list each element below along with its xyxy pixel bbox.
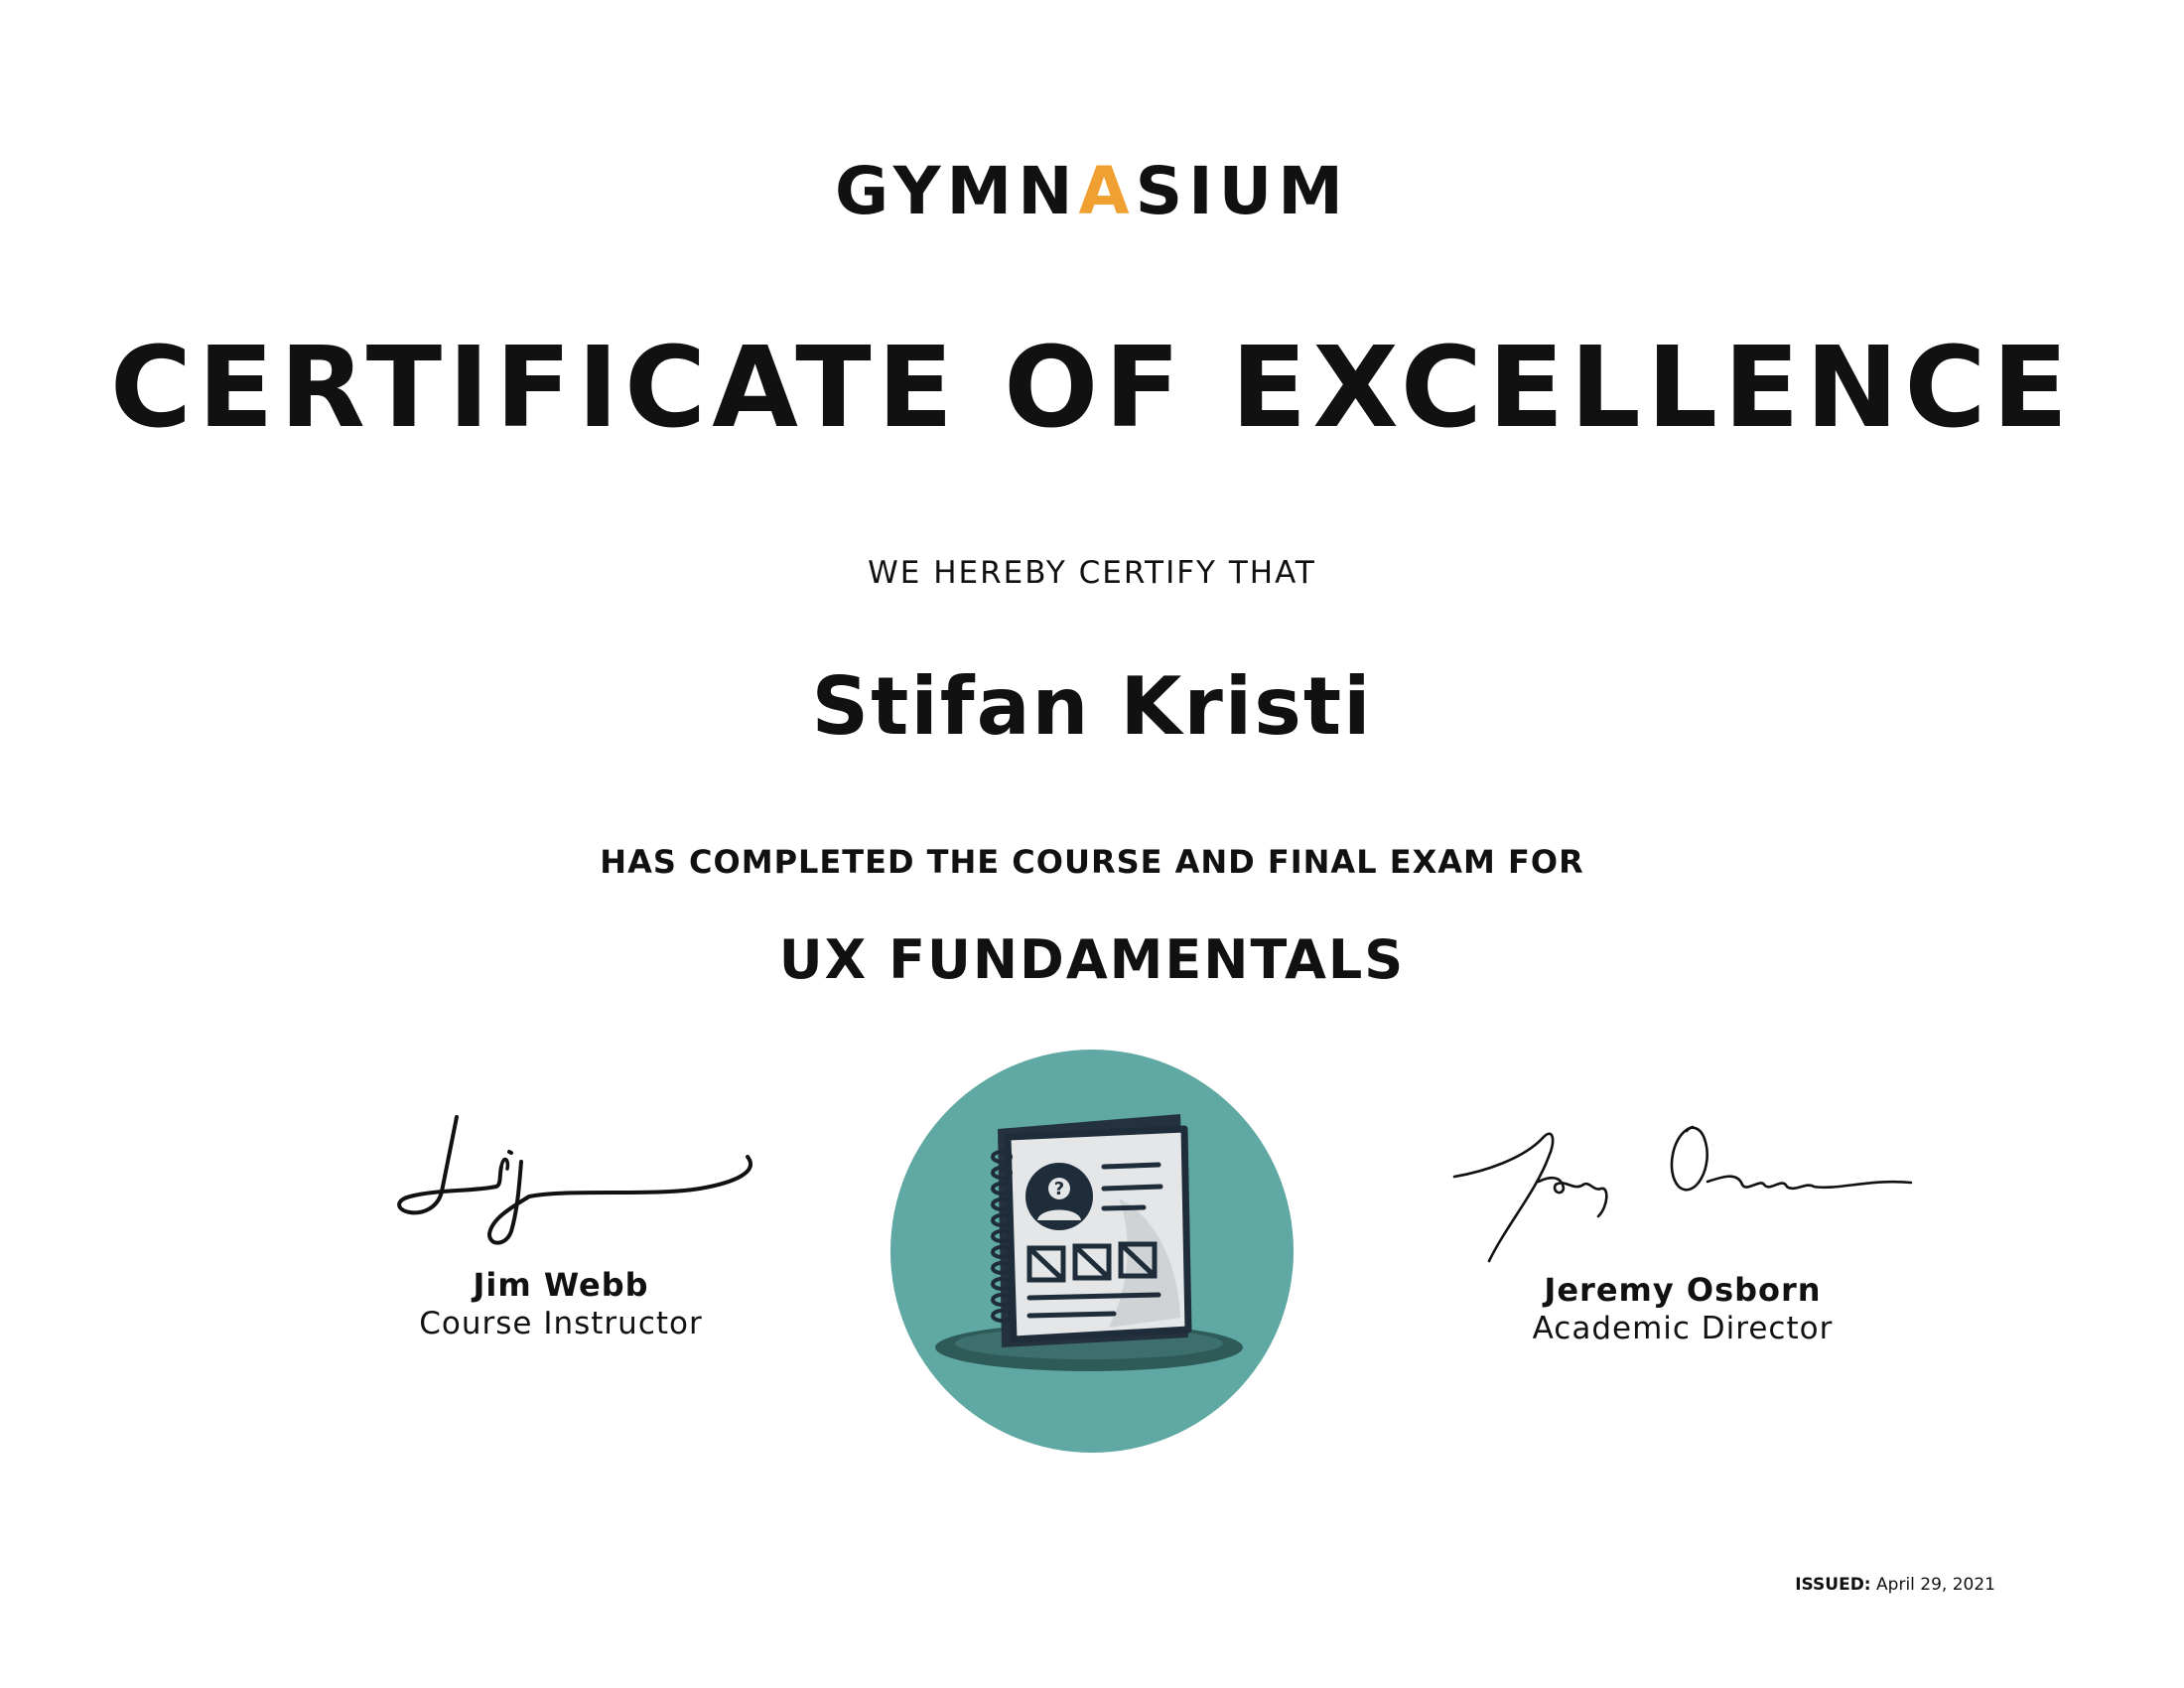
logo-accent-letter: A bbox=[1078, 153, 1136, 229]
certificate-title: CERTIFICATE OF EXCELLENCE bbox=[109, 324, 2075, 453]
signature-jeremy-osborn bbox=[1444, 1097, 1921, 1271]
signer-name: Jeremy Osborn bbox=[1544, 1271, 1822, 1309]
course-name: UX FUNDAMENTALS bbox=[778, 928, 1406, 991]
signer-name: Jim Webb bbox=[473, 1266, 649, 1304]
signer-role: Academic Director bbox=[1532, 1311, 1834, 1347]
issued-date: ISSUED: April 29, 2021 bbox=[1795, 1575, 1995, 1595]
recipient-name: Stifan Kristi bbox=[811, 660, 1373, 753]
gymnasium-logo: GYMNASIUM bbox=[835, 153, 1349, 229]
signature-block-instructor bbox=[283, 1097, 839, 1344]
certify-line: WE HEREBY CERTIFY THAT bbox=[868, 555, 1316, 591]
signature-jim-webb bbox=[352, 1097, 769, 1266]
completed-line: HAS COMPLETED THE COURSE AND FINAL EXAM FOR bbox=[600, 843, 1584, 881]
notebook-profile-icon bbox=[890, 1050, 1294, 1453]
signature-block-director bbox=[1405, 1097, 1961, 1349]
signer-role: Course Instructor bbox=[419, 1306, 703, 1342]
question-mark: ? bbox=[1053, 1179, 1065, 1199]
